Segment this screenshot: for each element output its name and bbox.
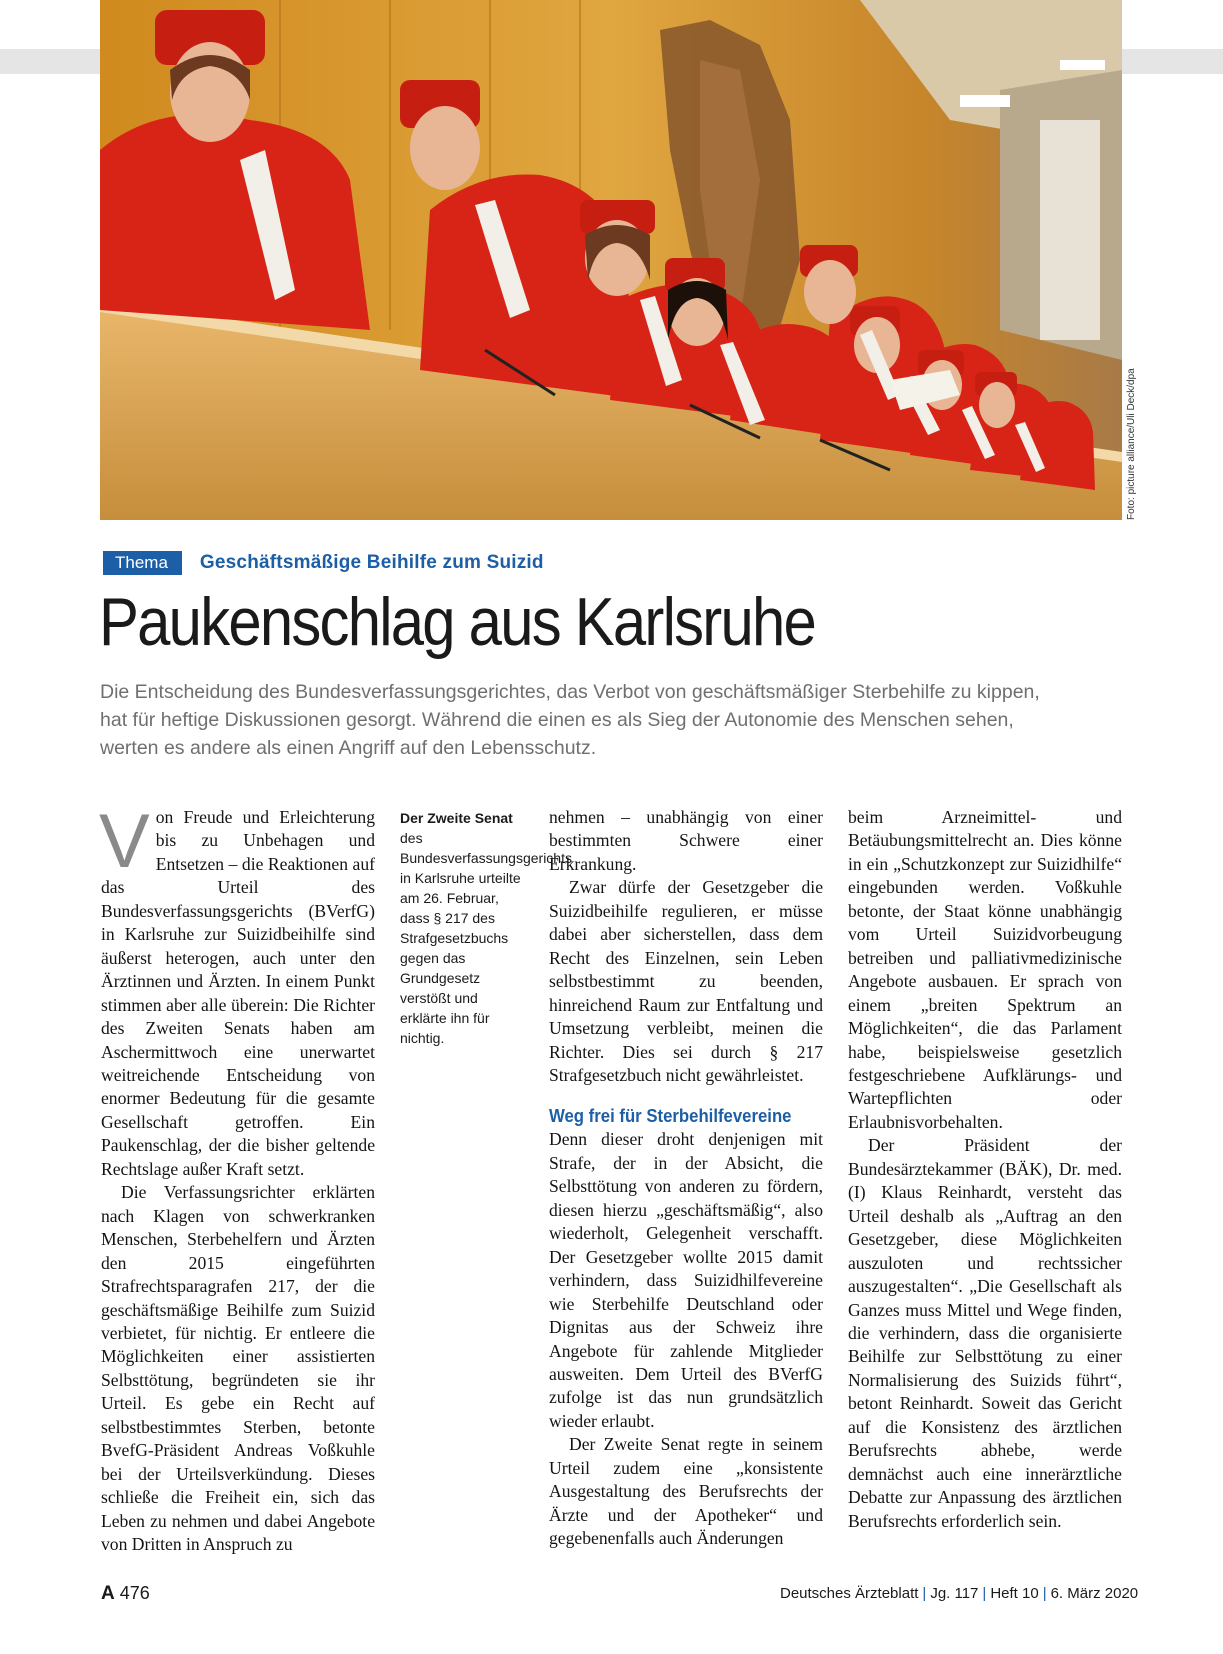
paragraph-3: nehmen – unabhängig von einer bestimmten Schwere einer Erkrankung. <box>549 807 823 874</box>
page-number <box>101 1583 150 1605</box>
paragraph-1-text: on Freude und Erleichterung bis zu Unbehagen und Entsetzen – die Reaktionen auf das Urteil des Bundesverfassungsgerichts (BVerfG) in Karlsruhe zur Suizidbeihilfe sind äußerst heterogen, auch unter den Ärztinnen und Ärzten. In einem Punkt stimmen aber alle überein: Die Richter des Zweiten Senats haben am Aschermittwoch eine unerwartet weitreichende Entscheidung von enormer Bedeutung für die gesamte Gesellschaft getroffen. Ein Paukenschlag, der die bisher geltende Rechtslage außer Kraft setzt. <box>101 807 375 1179</box>
paragraph-7: beim Arzneimittel- und Betäubungsmittelrecht an. Dies könne in ein „Schutzkonzept zur Suizidhilfe“ eingebunden werden. Voßkuhle betonte, der Staat könne unabhängig vom Urteil Suizidvorbeugung betreiben und palliativmedizinische Angebote ausbauen. Er sprach von einem „breiten Spektrum an Möglichkeiten“, die das Parlament habe, beispielsweise gesetzlich festgeschriebene Aufklärungs- und Wartepflichten oder Erlaubnisvorbehalten. <box>848 807 1122 1132</box>
top-bar-right <box>1122 49 1223 74</box>
article-column-4 <box>848 806 1122 1533</box>
kicker: Geschäftsmäßige Beihilfe zum Suizid <box>199 552 544 573</box>
page-number-value: 476 <box>119 1583 150 1603</box>
paragraph-6: Der Zweite Senat regte in seinem Urteil zudem eine „konsistente Ausgestaltung des Berufsrechts der Ärzte und der Apotheker“ und gegebenenfalls auch Änderungen <box>549 1434 823 1549</box>
footer-separator: | <box>982 1585 987 1602</box>
article-column-1 <box>99 799 375 1557</box>
headline: Paukenschlag aus Karlsruhe <box>99 584 816 660</box>
footer-issue: Heft 10 <box>990 1585 1039 1602</box>
footer-date: 6. März 2020 <box>1050 1585 1139 1602</box>
dropcap: V <box>99 799 150 884</box>
paragraph-4: Zwar dürfe der Gesetzgeber die Suizidbeihilfe regulieren, er müsse dabei aber sicherstellen, dass dem Recht des Einzelnen, sein Leben selbstbestimmt zu beenden, hinreichend Raum zur Entfaltung und Umsetzung verbleibt, meinen die Richter. Dies sei durch § 217 Strafgesetzbuch nicht gewährleistet. <box>549 877 823 1085</box>
sidenote-bold: Der Zweite Senat <box>400 810 513 826</box>
footer-separator: | <box>1042 1585 1047 1602</box>
sidenote-text: des Bundesverfassungsgerichts in Karlsruhe urteilte am 26. Februar, dass § 217 des Strafgesetzbuchs gegen das Grundgesetz verstößt und erklärte ihn für nichtig. <box>400 830 572 1046</box>
footer-volume: Jg. 117 <box>930 1585 979 1602</box>
subheading: Weg frei für Sterbehilfevereine <box>549 1106 792 1127</box>
courtroom-photo-icon <box>100 0 1122 520</box>
sidenote <box>400 808 572 1048</box>
paragraph-2: Die Verfassungsrichter erklärten nach Klagen von schwerkranken Menschen, Sterbehelfern und Ärzten den 2015 eingeführten Strafrechtsparagrafen 217, der die geschäftsmäßige Beihilfe zum Suizid verbietet, für nichtig. Er entleere die Möglichkeiten einer assistierten Selbsttötung, begründeten sie ihr Urteil. Es gebe ein Recht auf selbstbestimmtes Sterben, betonte BvefG-Präsident Andreas Voßkuhle bei der Urteilsverkündung. Dieses schließe die Freiheit ein, sich das Leben zu nehmen und dabei Angebote von Dritten in Anspruch zu <box>101 1182 375 1555</box>
lead-paragraph: Die Entscheidung des Bundesverfassungsgerichtes, das Verbot von geschäftsmäßiger Sterbehilfe zu kippen, hat für heftige Diskussionen gesorgt. Während die einen es als Sieg der Autonomie des Menschen sehen, werten es andere als einen Angriff auf den Lebensschutz. <box>100 681 1040 759</box>
footer-citation <box>780 1585 1139 1602</box>
footer-separator: | <box>922 1585 927 1602</box>
footer-journal: Deutsches Ärzteblatt <box>780 1585 919 1602</box>
section-label: Thema <box>103 551 182 575</box>
courtroom-photo <box>100 0 1122 520</box>
paragraph-8: Der Präsident der Bundesärztekammer (BÄK), Dr. med. (I) Klaus Reinhardt, versteht das Urteil deshalb als „Auftrag an den Gesetzgeber, diese Möglichkeiten auszuloten und rechtssicher auszugestalten“. „Die Gesellschaft als Ganzes muss Mittel und Wege finden, die verhindern, dass die organisierte Beihilfe zur Selbsttötung zu einer Normalisierung des Suizids führt“, betont Reinhardt. Soweit das Gericht auf die Konsistenz des ärztlichen Berufsrechts abhebe, werde demnächst auch eine innerärztliche Debatte zur Anpassung des ärztlichen Berufsrechts erforderlich sein. <box>848 1135 1122 1531</box>
kicker-row <box>103 551 544 575</box>
photo-credit: Foto: picture alliance/Uli Deck/dpa <box>1126 368 1137 520</box>
paragraph-1 <box>99 799 375 1181</box>
paragraph-5: Denn dieser droht denjenigen mit Strafe, der in der Absicht, die Selbsttötung von anderen zu fördern, diesen hierzu „geschäftsmäßig“, also wiederholt, Gelegenheit verschafft. Der Gesetzgeber wollte 2015 damit verhindern, dass Suizidhilfevereine wie Sterbehilfe Deutschland oder Dignitas aus der Schweiz ihre Angebote für zahlende Mitglieder ausweiten. Dem Urteil des BVerfG zufolge ist das nun grundsätzlich wieder erlaubt. <box>549 1129 823 1431</box>
article-column-3 <box>549 806 823 1551</box>
page-prefix: A <box>101 1583 115 1604</box>
top-bar-left <box>0 49 100 74</box>
